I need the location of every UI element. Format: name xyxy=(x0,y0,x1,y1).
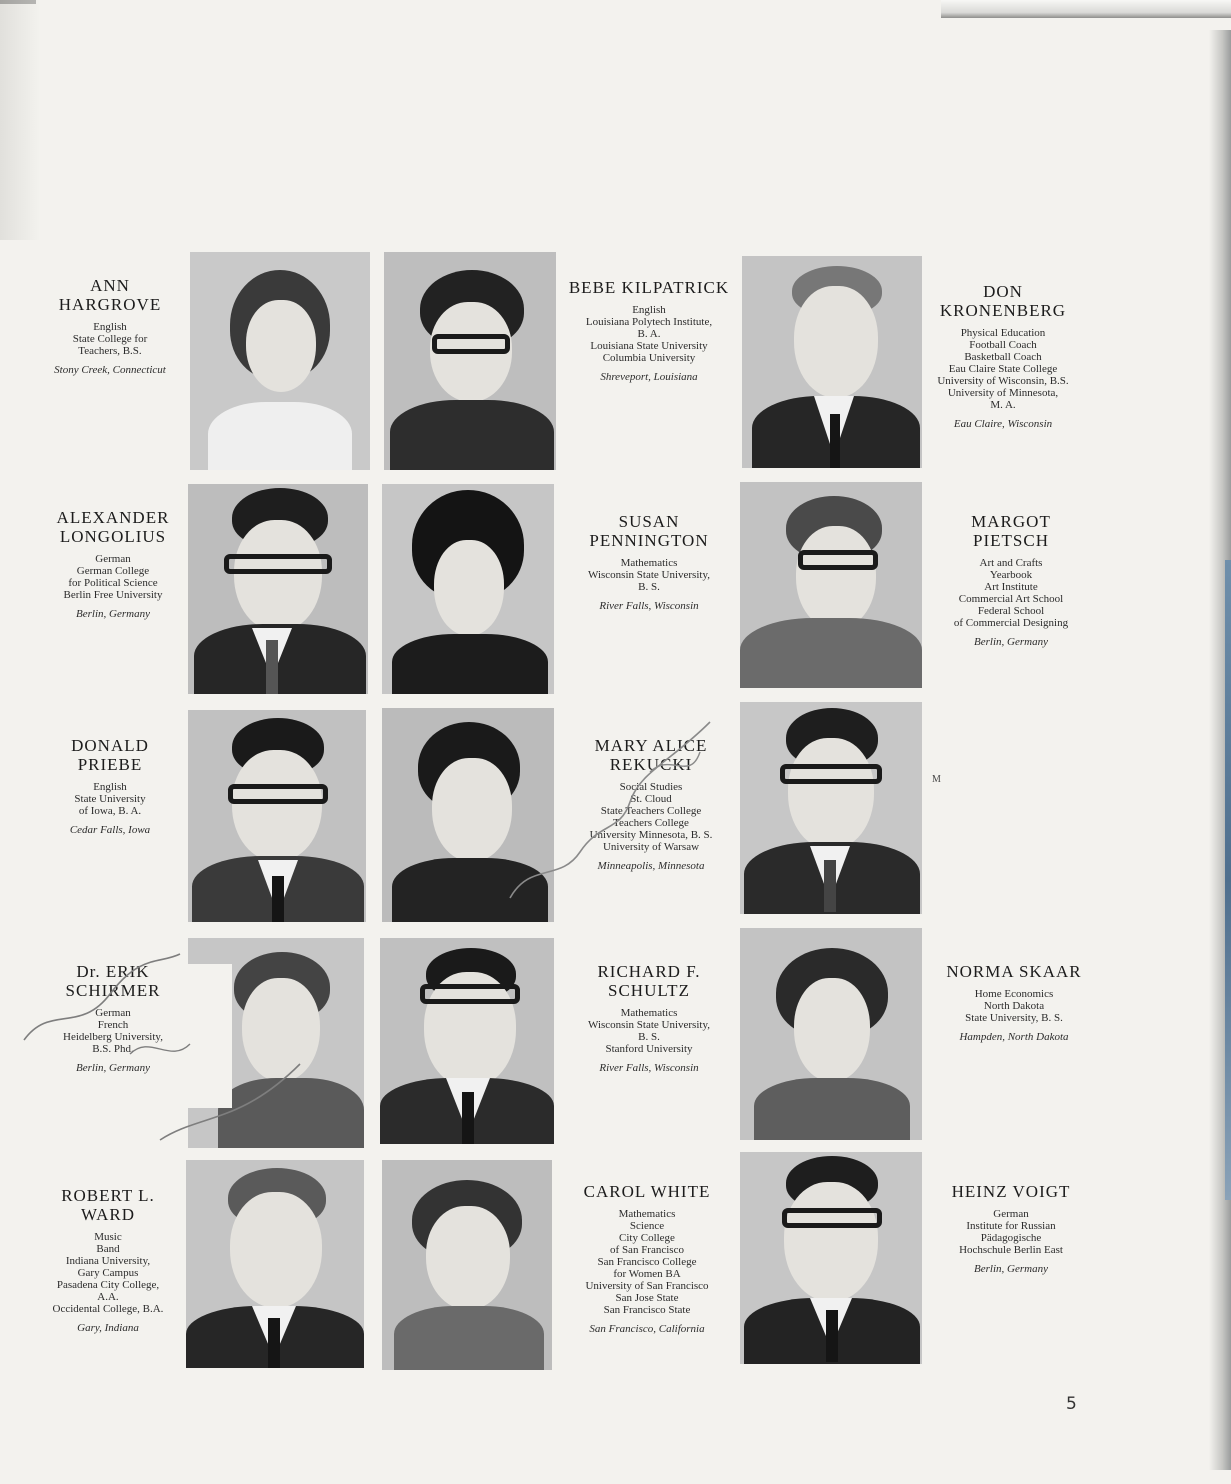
faculty-bio xyxy=(936,962,1092,1043)
bio-line: Social Studies xyxy=(619,781,683,793)
bio-hometown: River Falls, Wisconsin xyxy=(599,1062,699,1074)
bio-line: Indiana University, xyxy=(65,1255,151,1267)
bio-line: Science xyxy=(629,1220,665,1232)
faculty-name: BEBE KILPATRICK xyxy=(568,278,730,297)
faculty-name: Dr. ERIK SCHIRMER xyxy=(65,962,161,1000)
bio-line: State College for xyxy=(72,333,148,345)
bio-line: St. Cloud xyxy=(630,793,672,805)
handwritten-signature xyxy=(500,712,730,912)
faculty-name: HEINZ VOIGT xyxy=(951,1182,1071,1201)
bio-line: German xyxy=(95,553,131,565)
bio-line: Teachers, B.S. xyxy=(78,345,142,357)
bio-line: German xyxy=(95,1007,131,1019)
bio-line: Basketball Coach xyxy=(964,351,1042,363)
bio-line: Heidelberg University, xyxy=(63,1031,163,1043)
bio-line: English xyxy=(93,781,127,793)
faculty-bio xyxy=(40,508,186,620)
faculty-name: RICHARD F. SCHULTZ xyxy=(597,962,701,1000)
faculty-name: DONALD PRIEBE xyxy=(71,736,149,774)
faculty-name: ANN HARGROVE xyxy=(58,276,162,314)
portrait-photo xyxy=(740,928,922,1140)
portrait-photo xyxy=(740,702,922,914)
bio-line: of Commercial Designing xyxy=(953,617,1069,629)
bio-line: M. A. xyxy=(990,399,1016,411)
bio-line: Commercial Art School xyxy=(958,593,1064,605)
bio-line: Berlin Free University xyxy=(63,589,163,601)
bio-line: B. S. xyxy=(638,581,660,593)
bio-line: University of Wisconsin, B.S. xyxy=(937,375,1069,387)
bio-hometown: River Falls, Wisconsin xyxy=(599,600,699,612)
bio-line: Band xyxy=(96,1243,120,1255)
bio-hometown: Berlin, Germany xyxy=(76,1062,150,1074)
faculty-name: MARGOT PIETSCH xyxy=(971,512,1051,550)
bio-line: Pädagogische xyxy=(980,1232,1042,1244)
portrait-photo xyxy=(188,710,366,922)
faculty-bio xyxy=(560,1182,734,1335)
faculty-bio xyxy=(566,962,732,1074)
bio-line: Physical Education xyxy=(960,327,1046,339)
faculty-name: CAROL WHITE xyxy=(583,1182,711,1201)
stray-print-mark: M xyxy=(932,774,941,785)
bio-line: Pasadena City College, xyxy=(56,1279,160,1291)
bio-line: Mathematics xyxy=(618,1208,676,1220)
faculty-bio xyxy=(566,512,732,612)
bio-line: A.A. xyxy=(97,1291,119,1303)
faculty-name: MARY ALICE REKUCKI xyxy=(594,736,708,774)
page-edge-stripe xyxy=(1225,560,1231,1200)
bio-line: B. S. xyxy=(638,1031,660,1043)
bio-line: University of Minnesota, xyxy=(947,387,1059,399)
faculty-name: ROBERT L. WARD xyxy=(61,1186,155,1224)
portrait-photo xyxy=(384,252,556,470)
bio-line: Wisconsin State University, xyxy=(588,1019,710,1031)
bio-line: Hochschule Berlin East xyxy=(959,1244,1063,1256)
portrait-photo xyxy=(188,484,368,694)
bio-hometown: Berlin, Germany xyxy=(974,636,1048,648)
bio-line: Federal School xyxy=(977,605,1045,617)
bio-line: B.S. Phd. xyxy=(92,1043,134,1055)
bio-line: English xyxy=(93,321,127,333)
portrait-photo xyxy=(382,1160,552,1370)
portrait-photo xyxy=(190,252,370,470)
bio-line: State University, B. S. xyxy=(965,1012,1063,1024)
bio-hometown: Shreveport, Louisiana xyxy=(600,371,698,383)
bio-line: Gary Campus xyxy=(77,1267,139,1279)
bio-hometown: Berlin, Germany xyxy=(974,1263,1048,1275)
bio-line: Football Coach xyxy=(969,339,1037,351)
bio-line: San Francisco College xyxy=(597,1256,697,1268)
faculty-bio xyxy=(566,278,732,383)
faculty-bio xyxy=(32,1186,184,1334)
bio-line: English xyxy=(632,304,666,316)
bio-hometown: Eau Claire, Wisconsin xyxy=(953,418,1053,430)
faculty-name: NORMA SKAAR xyxy=(946,962,1082,981)
bio-line: Occidental College, B.A. xyxy=(52,1303,164,1315)
bio-hometown: Cedar Falls, Iowa xyxy=(69,824,151,836)
faculty-name: SUSAN PENNINGTON xyxy=(589,512,709,550)
page-edge-shadow-left xyxy=(0,0,40,240)
bio-line: B. A. xyxy=(637,328,661,340)
bio-line: Columbia University xyxy=(602,352,696,364)
bio-line: Wisconsin State University, xyxy=(588,569,710,581)
bio-line: Art Institute xyxy=(984,581,1038,593)
faculty-name: DON KRONENBERG xyxy=(939,282,1067,320)
bio-line: Art and Crafts xyxy=(979,557,1043,569)
bio-line: Eau Claire State College xyxy=(948,363,1058,375)
faculty-bio xyxy=(940,512,1082,648)
bio-hometown: Hampden, North Dakota xyxy=(959,1031,1069,1043)
handwritten-signature xyxy=(10,944,310,1154)
bio-line: for Women BA xyxy=(613,1268,681,1280)
portrait-photo xyxy=(742,256,922,468)
bio-hometown: Minneapolis, Minnesota xyxy=(597,860,705,872)
bio-line: German xyxy=(993,1208,1029,1220)
faculty-bio xyxy=(936,1182,1086,1275)
page-edge-shadow xyxy=(941,0,1231,18)
faculty-name: ALEXANDER LONGOLIUS xyxy=(56,508,170,546)
bio-line: Mathematics xyxy=(620,557,678,569)
page-number: 5 xyxy=(1066,1394,1077,1414)
bio-line: Home Economics xyxy=(974,988,1054,1000)
bio-line: Louisiana State University xyxy=(590,340,708,352)
portrait-photo xyxy=(380,938,554,1144)
bio-line: Stanford University xyxy=(605,1043,693,1055)
bio-line: City College xyxy=(619,1232,675,1244)
bio-hometown: Berlin, Germany xyxy=(76,608,150,620)
bio-line: San Jose State xyxy=(615,1292,679,1304)
bio-line: University of Warsaw xyxy=(602,841,700,853)
bio-line: University Minnesota, B. S. xyxy=(589,829,713,841)
faculty-bio xyxy=(928,282,1078,430)
bio-line: of San Francisco xyxy=(610,1244,684,1256)
faculty-bio xyxy=(42,276,178,376)
bio-line: Yearbook xyxy=(989,569,1033,581)
bio-line: Louisiana Polytech Institute, xyxy=(585,316,713,328)
portrait-photo xyxy=(382,484,554,694)
bio-hometown: Stony Creek, Connecticut xyxy=(54,364,166,376)
bio-line: Teachers College xyxy=(613,817,689,829)
bio-line: State University xyxy=(74,793,146,805)
bio-line: Music xyxy=(94,1231,122,1243)
bio-line: San Francisco State xyxy=(603,1304,691,1316)
bio-line: of Iowa, B. A. xyxy=(78,805,142,817)
faculty-bio xyxy=(46,736,174,836)
bio-line: for Political Science xyxy=(68,577,158,589)
bio-line: French xyxy=(97,1019,129,1031)
bio-hometown: Gary, Indiana xyxy=(77,1322,139,1334)
portrait-photo xyxy=(186,1160,364,1368)
bio-line: German College xyxy=(76,565,150,577)
bio-line: Institute for Russian xyxy=(966,1220,1056,1232)
bio-line: State Teachers College xyxy=(600,805,702,817)
bio-hometown: San Francisco, California xyxy=(589,1323,705,1335)
bio-line: Mathematics xyxy=(620,1007,678,1019)
bio-line: North Dakota xyxy=(983,1000,1045,1012)
portrait-photo xyxy=(740,1152,922,1364)
bio-line: University of San Francisco xyxy=(585,1280,709,1292)
portrait-photo xyxy=(740,482,922,688)
